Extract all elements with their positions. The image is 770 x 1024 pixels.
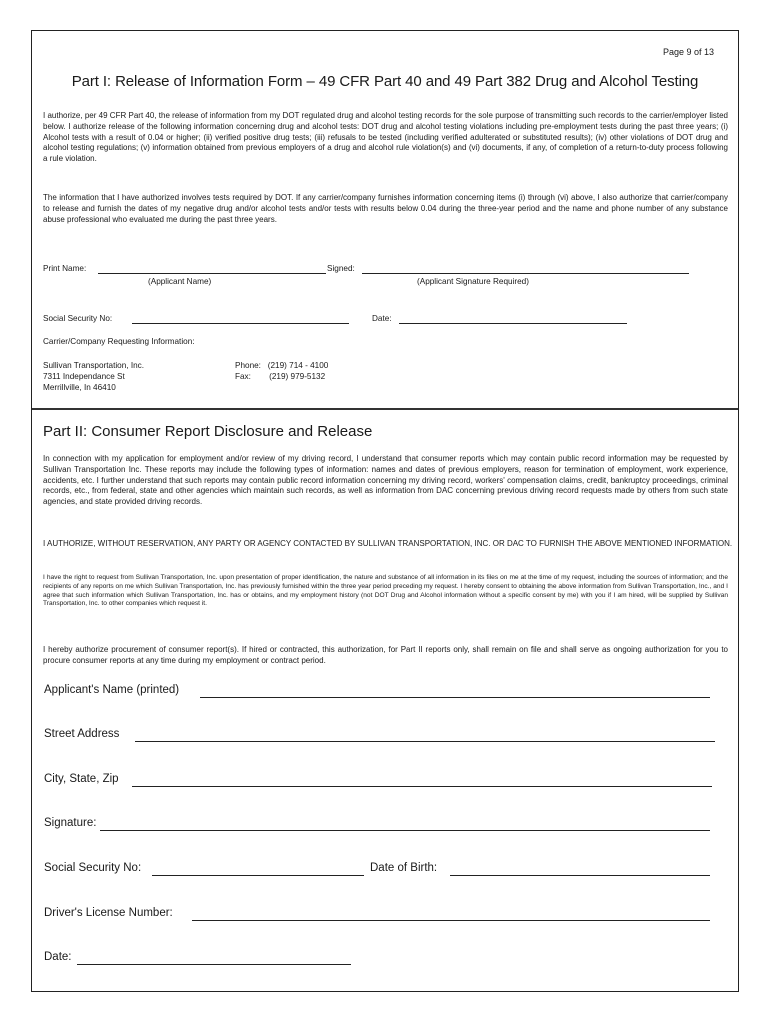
part1-date-field[interactable] (399, 323, 627, 324)
city-state-zip-label: City, State, Zip (44, 773, 119, 785)
phone-value: (219) 714 - 4100 (267, 361, 329, 370)
part2-date-label: Date: (44, 951, 72, 963)
print-name-label: Print Name: (43, 264, 87, 273)
company-name: Sullivan Transportation, Inc. (43, 361, 145, 370)
company-address (43, 360, 144, 393)
street-address-label: Street Address (44, 728, 120, 740)
signed-label: Signed: (327, 264, 355, 273)
fax-value: (219) 979-5132 (269, 372, 326, 381)
applicant-name-label: Applicant's Name (printed) (44, 684, 180, 696)
form-page (31, 30, 739, 992)
print-name-field[interactable] (98, 273, 326, 274)
dob-field[interactable] (450, 875, 710, 876)
company-city: Merrillville, In 46410 (43, 383, 116, 392)
part2-disclosure-text: In connection with my application for employment and/or review of my driving record, I understand that consumer reports which may contain public record information may be requested by Sullivan Transportation Inc. These reports may include the following types of information: names and dates of previous employers, reason for termination of employment, work experience, accidents, etc. I further understand that such reports may contain public record information concerning my driving record, workers' compensation claims, credit, bankruptcy proceedings, criminal records, etc., from federal, state and other agencies which maintain such records, as well as information from DAC concerning previous driving record requests made by others from such state agencies, and state provided driving records. (43, 454, 728, 507)
signature-label: Signature: (44, 817, 97, 829)
city-state-zip-field[interactable] (132, 786, 712, 787)
part1-information-text: The information that I have authorized involves tests required by DOT. If any carrier/company furnishes information concerning items (i) through (vi) above, I also authorize that carrier/company to release and furnish the dates of my negative drug and/or alcohol tests and/or tests with results below 0.04 during the three-year period and the name and phone number of any substance abuse professional who evaluated me during the past three years. (43, 193, 728, 224)
part2-ssn-field[interactable] (152, 875, 364, 876)
part1-ssn-label: Social Security No: (43, 314, 113, 323)
signature-caption: (Applicant Signature Required) (417, 277, 529, 286)
part2-ssn-label: Social Security No: (44, 862, 142, 874)
part2-title: Part II: Consumer Report Disclosure and Release (43, 423, 373, 440)
company-contact (235, 360, 328, 382)
part2-signature-field[interactable] (100, 830, 710, 831)
part2-date-field[interactable] (77, 964, 351, 965)
part1-date-label: Date: (372, 314, 392, 323)
company-street: 7311 Independance St (43, 372, 125, 381)
signature-field[interactable] (362, 273, 689, 274)
license-number-field[interactable] (192, 920, 710, 921)
page-number: Page 9 of 13 (662, 47, 714, 57)
part2-rights-text: I have the right to request from Sullivan Transportation, Inc. upon presentation of proper identification, the nature and substance of all information in its files on me at the time of my request, including the sources of information; and the recipients of any reports on me which Sullivan Transportation, Inc. has previously furnished within the three year period preceding my request. I hereby consent to obtaining the above information from Sullivan Transportation, Inc., and I agree that such information which Sullivan Transportation, Inc. has or obtains, and my employment history (not DOT Drug and Alcohol information without a specific consent by me) with you if I am hired, will be supplied by Sullivan Transportation, Inc. to other companies which request it. (43, 574, 728, 608)
phone-label: Phone: (235, 361, 261, 370)
dob-label: Date of Birth: (370, 862, 438, 874)
part1-title: Part I: Release of Information Form – 49 CFR Part 40 and 49 Part 382 Drug and Alcohol Testing (71, 73, 699, 90)
license-number-label: Driver's License Number: (44, 907, 173, 919)
street-address-field[interactable] (135, 741, 715, 742)
part1-ssn-field[interactable] (132, 323, 349, 324)
section-divider (32, 408, 738, 410)
fax-label: Fax: (235, 372, 251, 381)
part1-authorization-text: I authorize, per 49 CFR Part 40, the release of information from my DOT regulated drug and alcohol testing records for the sole purpose of transmitting such records to the carrier/employer listed below. I authorize release of the following information concerning drug and alcohol tests: DOT drug and alcohol testing violations including pre-employment tests during the past three years; (i) Alcohol tests with a result of 0.04 or higher; (ii) verified positive drug tests; (iii) refusals to be tested (including verified adulterated or substituted results); (iv) other violations of DOT drug and alcohol testing regulations; (v) information obtained from previous employers of a drug and alcohol rule violation(s) and (vi) documents, if any, of completion of a return-to-duty process following a rule violation. (43, 111, 728, 164)
applicant-name-caption: (Applicant Name) (148, 277, 212, 286)
part2-authorization-caps: I AUTHORIZE, WITHOUT RESERVATION, ANY PARTY OR AGENCY CONTACTED BY SULLIVAN TRANSPORTATION, INC. OR DAC TO FURNISH THE ABOVE MENTIONED INFORMATION. (43, 539, 733, 548)
part2-procurement-text: I hereby authorize procurement of consumer report(s). If hired or contracted, this authorization, for Part II reports only, shall remain on file and shall serve as ongoing authorization for you to procure consumer reports at any time during my employment or contract period. (43, 645, 728, 665)
carrier-label: Carrier/Company Requesting Information: (43, 337, 195, 346)
applicant-name-field[interactable] (200, 697, 710, 698)
